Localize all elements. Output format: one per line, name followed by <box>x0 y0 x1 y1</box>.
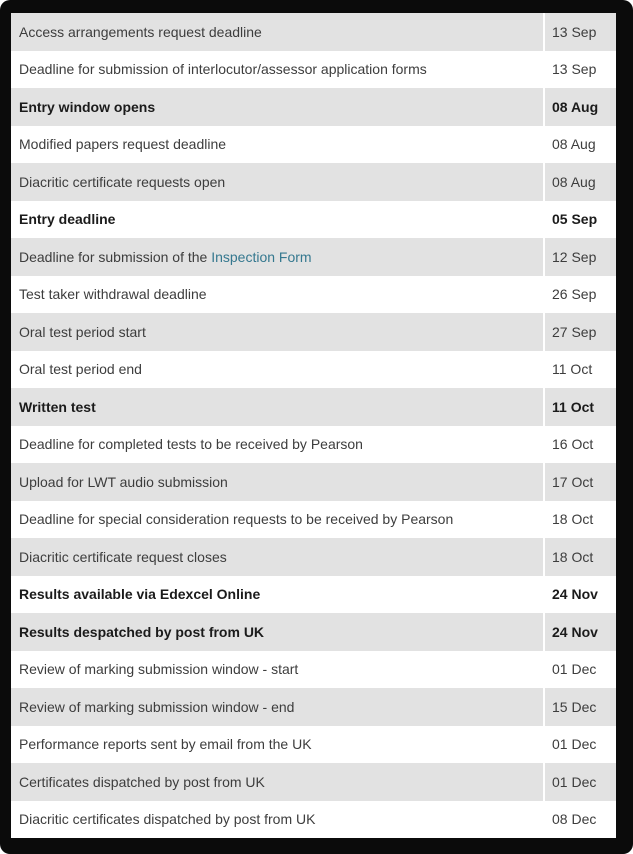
table-row <box>11 88 616 126</box>
event-cell: Deadline for submission of the Inspection Form <box>11 238 545 276</box>
date-cell: 13 Sep <box>545 13 616 51</box>
date-cell: 08 Dec <box>545 801 616 839</box>
event-cell: Diacritic certificate request closes <box>11 538 545 576</box>
date-cell: 24 Nov <box>545 613 616 651</box>
table-row <box>11 613 616 651</box>
table-row <box>11 238 616 276</box>
event-cell: Test taker withdrawal deadline <box>11 276 545 314</box>
event-cell: Access arrangements request deadline <box>11 13 545 51</box>
date-cell: 27 Sep <box>545 313 616 351</box>
table-row <box>11 163 616 201</box>
table-row <box>11 13 616 51</box>
date-cell: 11 Oct <box>545 388 616 426</box>
table-row <box>11 463 616 501</box>
event-cell: Review of marking submission window - start <box>11 651 545 689</box>
table-row <box>11 388 616 426</box>
event-cell: Deadline for submission of interlocutor/assessor application forms <box>11 51 545 89</box>
date-cell: 08 Aug <box>545 88 616 126</box>
table-row <box>11 313 616 351</box>
key-dates-table <box>11 13 616 838</box>
event-cell: Certificates dispatched by post from UK <box>11 763 545 801</box>
date-cell: 16 Oct <box>545 426 616 464</box>
date-cell: 18 Oct <box>545 538 616 576</box>
date-cell: 12 Sep <box>545 238 616 276</box>
date-cell: 08 Aug <box>545 163 616 201</box>
date-cell: 11 Oct <box>545 351 616 389</box>
event-cell: Written test <box>11 388 545 426</box>
date-cell: 01 Dec <box>545 763 616 801</box>
table-row <box>11 538 616 576</box>
event-cell: Modified papers request deadline <box>11 126 545 164</box>
table-row <box>11 501 616 539</box>
date-cell: 13 Sep <box>545 51 616 89</box>
table-row <box>11 763 616 801</box>
date-cell: 05 Sep <box>545 201 616 239</box>
table-row <box>11 51 616 89</box>
table-row <box>11 351 616 389</box>
event-cell: Oral test period start <box>11 313 545 351</box>
table-row <box>11 426 616 464</box>
event-cell: Upload for LWT audio submission <box>11 463 545 501</box>
date-cell: 17 Oct <box>545 463 616 501</box>
date-cell: 01 Dec <box>545 726 616 764</box>
table-row <box>11 688 616 726</box>
table-row <box>11 651 616 689</box>
table-row <box>11 276 616 314</box>
event-cell: Performance reports sent by email from the UK <box>11 726 545 764</box>
event-cell: Results available via Edexcel Online <box>11 576 545 614</box>
date-cell: 18 Oct <box>545 501 616 539</box>
event-cell: Deadline for completed tests to be received by Pearson <box>11 426 545 464</box>
date-cell: 15 Dec <box>545 688 616 726</box>
date-cell: 08 Aug <box>545 126 616 164</box>
event-cell: Review of marking submission window - end <box>11 688 545 726</box>
inspection-form-link[interactable]: Inspection Form <box>211 248 312 265</box>
event-cell: Entry deadline <box>11 201 545 239</box>
table-row <box>11 801 616 839</box>
table-row <box>11 726 616 764</box>
table-row <box>11 126 616 164</box>
table-row <box>11 576 616 614</box>
date-cell: 01 Dec <box>545 651 616 689</box>
event-cell: Entry window opens <box>11 88 545 126</box>
event-cell: Deadline for special consideration requests to be received by Pearson <box>11 501 545 539</box>
event-cell: Results despatched by post from UK <box>11 613 545 651</box>
date-cell: 24 Nov <box>545 576 616 614</box>
event-cell: Diacritic certificates dispatched by post from UK <box>11 801 545 839</box>
event-cell: Oral test period end <box>11 351 545 389</box>
table-row <box>11 201 616 239</box>
event-cell: Diacritic certificate requests open <box>11 163 545 201</box>
date-cell: 26 Sep <box>545 276 616 314</box>
